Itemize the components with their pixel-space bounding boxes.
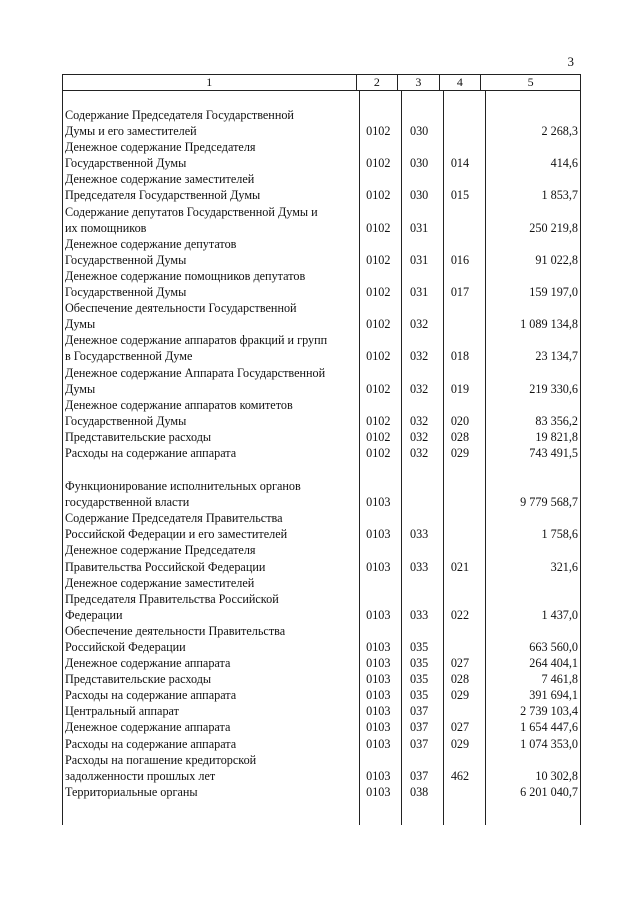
table-row: [63, 784, 580, 800]
description-line: Председателя Государственной Думы: [65, 188, 261, 203]
target-code: 032: [409, 349, 429, 364]
header-col-5: 5: [480, 75, 580, 90]
section-code: 0103: [366, 559, 391, 574]
description-line: Обеспечение деятельности Государственной: [65, 301, 297, 316]
section-code: 0102: [366, 381, 391, 396]
target-code: 032: [409, 429, 429, 444]
table-row: [63, 655, 580, 671]
description-line: Денежное содержание аппарата: [65, 720, 231, 735]
description-line: Думы и его заместителей: [65, 124, 197, 139]
amount: 2 739 103,4: [520, 704, 579, 719]
target-code: 032: [409, 413, 429, 428]
amount: 264 404,1: [529, 656, 579, 671]
description-line: Обеспечение деятельности Правительства: [65, 623, 286, 638]
header-col-4: 4: [439, 75, 481, 90]
row-description: [63, 623, 358, 655]
description-line: задолженности прошлых лет: [65, 768, 216, 783]
expense-code: 021: [450, 559, 470, 574]
expense-code: 015: [450, 188, 470, 203]
description-line: Российской Федерации и его заместителей: [65, 527, 288, 542]
section-code: 0103: [366, 640, 391, 654]
description-line: Денежное содержание заместителей: [65, 172, 255, 187]
target-code: 037: [409, 704, 429, 719]
section-0103: [63, 478, 580, 800]
description-line: Государственной Думы: [65, 285, 187, 300]
column-divider: [443, 91, 444, 825]
description-line: Содержание Председателя Государственной: [65, 108, 294, 122]
table-row: [63, 687, 580, 703]
target-code: 031: [409, 285, 429, 300]
description-line: Представительские расходы: [65, 672, 212, 687]
row-description: [63, 236, 358, 268]
amount: 743 491,5: [529, 445, 579, 460]
table-row: [63, 703, 580, 719]
row-description: [63, 542, 358, 574]
section-code: 0103: [366, 736, 391, 751]
expense-code: 019: [450, 381, 470, 396]
table-row: [63, 671, 580, 687]
amount: 91 022,8: [535, 252, 579, 267]
table-row: [63, 139, 580, 171]
description-line: Функционирование исполнительных органов: [65, 479, 301, 494]
description-line: Государственной Думы: [65, 413, 187, 428]
amount: 1 437,0: [541, 607, 579, 622]
budget-table: [62, 74, 581, 825]
description-line: Думы: [65, 317, 96, 332]
column-divider: [359, 91, 360, 825]
target-code: 038: [409, 784, 429, 799]
table-row: [63, 236, 580, 268]
expense-code: 462: [450, 768, 470, 783]
column-divider: [485, 91, 486, 825]
description-line: Денежное содержание аппаратов комитетов: [65, 397, 293, 412]
expense-code: 029: [450, 736, 470, 751]
expense-code: 022: [450, 607, 470, 622]
description-line: Центральный аппарат: [65, 704, 179, 719]
row-description: [63, 204, 358, 236]
page-number: 3: [567, 54, 574, 69]
top-spacer: [63, 91, 580, 107]
row-description: [63, 365, 358, 397]
amount: 10 302,8: [535, 768, 579, 783]
amount: 1 853,7: [541, 188, 579, 203]
description-line: Федерации: [65, 607, 123, 622]
description-line: Государственной Думы: [65, 252, 187, 267]
section-code: 0102: [366, 317, 391, 332]
expense-code: 027: [450, 656, 470, 671]
amount: 1 089 134,8: [520, 317, 579, 332]
target-code: 030: [409, 188, 429, 203]
description-line: Государственной Думы: [65, 156, 187, 171]
description-line: Денежное содержание аппаратов фракций и групп: [65, 333, 328, 348]
table-row: [63, 397, 580, 429]
table-row: [63, 332, 580, 364]
description-line: Территориальные органы: [65, 784, 198, 799]
amount: 663 560,0: [529, 640, 579, 654]
description-line: Расходы на содержание аппарата: [65, 445, 237, 460]
description-line: Денежное содержание Председателя: [65, 543, 256, 558]
table-row: [63, 445, 580, 461]
table-body: [62, 91, 581, 825]
target-code: 037: [409, 768, 429, 783]
description-line: Денежное содержание Аппарата Государственной: [65, 365, 326, 380]
amount: 1 758,6: [541, 527, 579, 542]
description-line: Денежное содержание Председателя: [65, 140, 256, 155]
target-code: 032: [409, 381, 429, 396]
table-row: [63, 107, 580, 139]
target-code: 032: [409, 317, 429, 332]
target-code: 035: [409, 656, 429, 671]
row-description: [63, 445, 358, 461]
row-description: [63, 171, 358, 203]
target-code: 031: [409, 252, 429, 267]
section-code: 0103: [366, 688, 391, 703]
target-code: 035: [409, 672, 429, 687]
target-code: 031: [409, 220, 429, 235]
amount: 414,6: [550, 156, 579, 171]
section-code: 0103: [366, 768, 391, 783]
section-code: 0102: [366, 445, 391, 460]
row-description: [63, 107, 358, 139]
row-description: [63, 510, 358, 542]
section-code: 0102: [366, 188, 391, 203]
description-line: Расходы на погашение кредиторской: [65, 752, 257, 767]
row-description: [63, 719, 358, 735]
description-line: Денежное содержание депутатов: [65, 236, 237, 251]
target-code: 037: [409, 736, 429, 751]
target-code: 032: [409, 445, 429, 460]
amount: 159 197,0: [529, 285, 579, 300]
expense-code: 018: [450, 349, 470, 364]
section-code: 0103: [366, 656, 391, 671]
amount: 1 074 353,0: [520, 736, 579, 751]
row-description: [63, 736, 358, 752]
row-description: [63, 429, 358, 445]
section-code: 0103: [366, 495, 391, 510]
target-code: 030: [409, 124, 429, 139]
description-line: Представительские расходы: [65, 429, 212, 444]
section-code: 0102: [366, 429, 391, 444]
expense-code: 029: [450, 688, 470, 703]
amount: 250 219,8: [529, 220, 579, 235]
column-divider: [401, 91, 402, 825]
section-code: 0103: [366, 672, 391, 687]
amount: 6 201 040,7: [520, 784, 579, 799]
expense-code: 017: [450, 285, 470, 300]
section-code: 0103: [366, 607, 391, 622]
expense-code: 028: [450, 429, 470, 444]
table-row: [63, 429, 580, 445]
table-row: [63, 575, 580, 623]
table-row: [63, 171, 580, 203]
description-line: Думы: [65, 381, 96, 396]
header-col-2: 2: [356, 75, 398, 90]
row-description: [63, 397, 358, 429]
row-description: [63, 752, 358, 784]
row-description: [63, 671, 358, 687]
row-description: [63, 332, 358, 364]
row-description: [63, 268, 358, 300]
section-code: 0102: [366, 156, 391, 171]
target-code: 035: [409, 688, 429, 703]
row-description: [63, 784, 358, 800]
table-row: [63, 542, 580, 574]
target-code: 035: [409, 640, 429, 654]
table-row: [63, 365, 580, 397]
expense-code: 027: [450, 720, 470, 735]
description-line: Председателя Правительства Российской: [65, 591, 279, 606]
section-code: 0102: [366, 413, 391, 428]
table-row: [63, 300, 580, 332]
table-row: [63, 736, 580, 752]
description-line: Расходы на содержание аппарата: [65, 736, 237, 751]
row-description: [63, 703, 358, 719]
amount: 23 134,7: [535, 349, 579, 364]
table-row: [63, 204, 580, 236]
description-line: Денежное содержание помощников депутатов: [65, 268, 306, 283]
description-line: Российской Федерации: [65, 640, 186, 654]
amount: 1 654 447,6: [520, 720, 579, 735]
description-line: Расходы на содержание аппарата: [65, 688, 237, 703]
section-code: 0102: [366, 124, 391, 139]
header-col-1: 1: [206, 75, 213, 89]
expense-code: 029: [450, 445, 470, 460]
table-row: [63, 478, 580, 510]
target-code: 030: [409, 156, 429, 171]
table-row: [63, 752, 580, 784]
row-description: [63, 139, 358, 171]
description-line: Денежное содержание заместителей: [65, 575, 255, 590]
section-code: 0102: [366, 252, 391, 267]
table-header: [62, 74, 581, 91]
section-code: 0103: [366, 527, 391, 542]
expense-code: 014: [450, 156, 470, 171]
section-code: 0103: [366, 704, 391, 719]
row-description: [63, 300, 358, 332]
table-row: [63, 268, 580, 300]
table-row: [63, 510, 580, 542]
target-code: 037: [409, 720, 429, 735]
amount: 7 461,8: [541, 672, 579, 687]
amount: 321,6: [550, 559, 579, 574]
row-description: [63, 655, 358, 671]
row-description: [63, 478, 358, 510]
row-description: [63, 575, 358, 623]
description-line: Содержание Председателя Правительства: [65, 511, 283, 526]
target-code: 033: [409, 559, 429, 574]
header-col-3: 3: [397, 75, 439, 90]
description-line: государственной власти: [65, 495, 190, 510]
amount: 2 268,3: [541, 124, 579, 139]
row-description: [63, 687, 358, 703]
target-code: 033: [409, 527, 429, 542]
amount: 83 356,2: [535, 413, 579, 428]
section-code: 0102: [366, 220, 391, 235]
table-row: [63, 623, 580, 655]
description-line: в Государственной Думе: [65, 349, 193, 364]
section-code: 0102: [366, 285, 391, 300]
amount: 391 694,1: [529, 688, 579, 703]
description-line: Денежное содержание аппарата: [65, 656, 231, 671]
expense-code: 016: [450, 252, 470, 267]
description-line: Правительства Российской Федерации: [65, 559, 266, 574]
amount: 9 779 568,7: [520, 495, 579, 510]
amount: 219 330,6: [529, 381, 579, 396]
expense-code: 020: [450, 413, 470, 428]
target-code: 033: [409, 607, 429, 622]
description-line: Содержание депутатов Государственной Думы и: [65, 204, 318, 219]
section-code: 0103: [366, 784, 391, 799]
table-row: [63, 719, 580, 735]
expense-code: 028: [450, 672, 470, 687]
section-code: 0102: [366, 349, 391, 364]
section-0102: [63, 107, 580, 461]
amount: 19 821,8: [535, 429, 579, 444]
section-code: 0103: [366, 720, 391, 735]
description-line: их помощников: [65, 220, 147, 235]
section-spacer: [63, 461, 580, 478]
